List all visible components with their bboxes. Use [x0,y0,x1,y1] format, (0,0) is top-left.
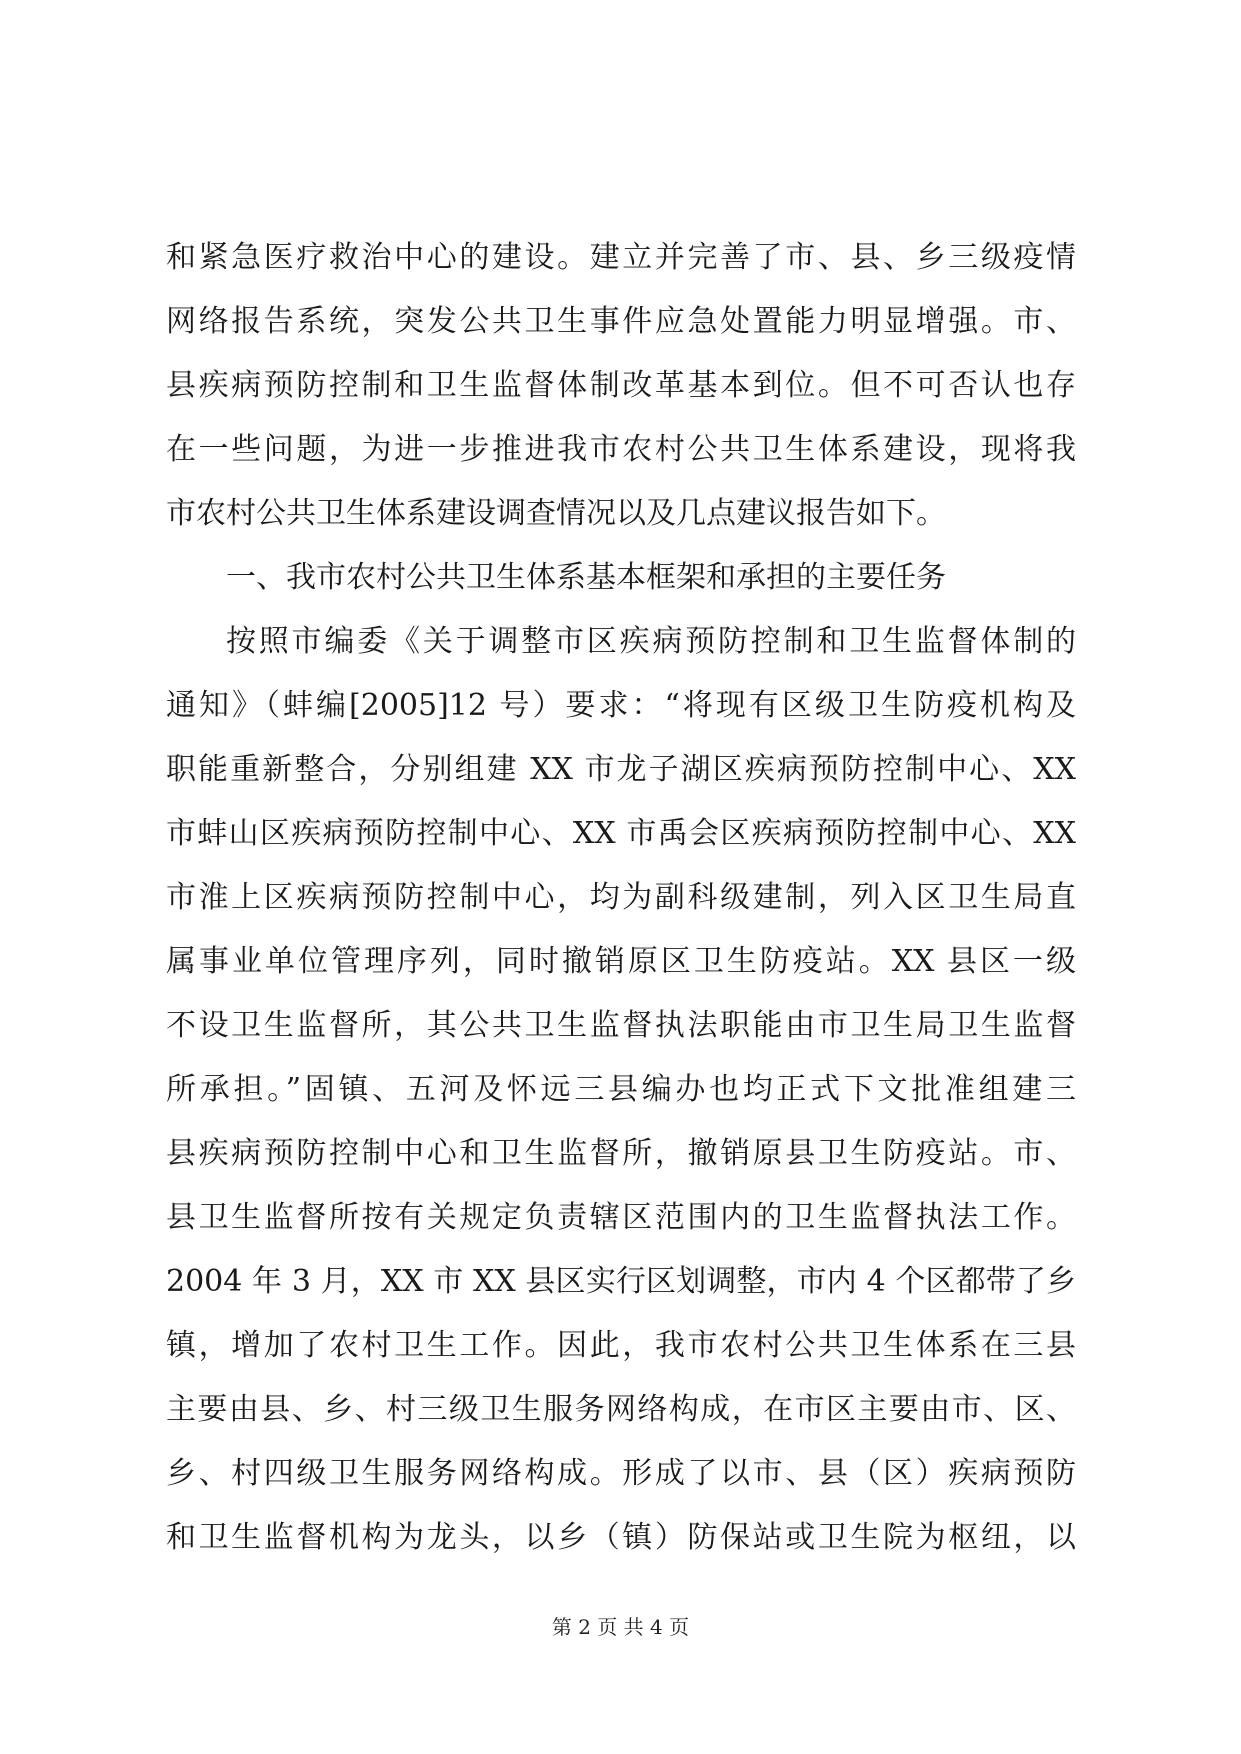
text-line: 网络报告系统，突发公共卫生事件应急处置能力明显增强。市、 [166,304,1076,339]
text-line: 2004 年 3 月，XX 市 XX 县区实行区划调整，市内 4 个区都带了乡 [166,1264,1076,1299]
text-line: 不设卫生监督所，其公共卫生监督执法职能由市卫生局卫生监督 [166,1008,1076,1043]
text-line: 市蚌山区疾病预防控制中心、XX 市禹会区疾病预防控制中心、XX [166,816,1076,851]
text-line: 通知》（蚌编[2005]12 号）要求：“将现有区级卫生防疫机构及 [166,688,1076,723]
text-line: 镇，增加了农村卫生工作。因此，我市农村公共卫生体系在三县 [166,1328,1076,1363]
text-line: 所承担。”固镇、五河及怀远三县编办也均正式下文批准组建三 [166,1072,1076,1107]
text-line: 县卫生监督所按有关规定负责辖区范围内的卫生监督执法工作。 [166,1200,1076,1235]
text-line: 县疾病预防控制和卫生监督体制改革基本到位。但不可否认也存 [166,368,1076,403]
text-line: 市农村公共卫生体系建设调查情况以及几点建议报告如下。 [166,496,946,531]
text-line: 乡、村四级卫生服务网络构成。形成了以市、县（区）疾病预防 [166,1456,1076,1491]
text-line: 县疾病预防控制中心和卫生监督所，撤销原县卫生防疫站。市、 [166,1136,1076,1171]
page-number-footer: 第 2 页 共 4 页 [551,1615,690,1639]
text-line: 主要由县、乡、村三级卫生服务网络构成，在市区主要由市、区、 [166,1392,1076,1427]
text-line: 和紧急医疗救治中心的建设。建立并完善了市、县、乡三级疫情 [166,240,1076,275]
text-line: 和卫生监督机构为龙头，以乡（镇）防保站或卫生院为枢纽，以 [166,1520,1076,1555]
document-body [166,226,1076,1570]
text-line: 按照市编委《关于调整市区疾病预防控制和卫生监督体制的 [226,624,1076,659]
text-line: 属事业单位管理序列，同时撤销原区卫生防疫站。XX 县区一级 [166,944,1076,979]
text-line: 在一些问题，为进一步推进我市农村公共卫生体系建设，现将我 [166,432,1076,467]
text-line: 市淮上区疾病预防控制中心，均为副科级建制，列入区卫生局直 [166,880,1076,915]
section-heading: 一、我市农村公共卫生体系基本框架和承担的主要任务 [226,560,946,595]
text-line: 职能重新整合，分别组建 XX 市龙子湖区疾病预防控制中心、XX [166,752,1076,787]
